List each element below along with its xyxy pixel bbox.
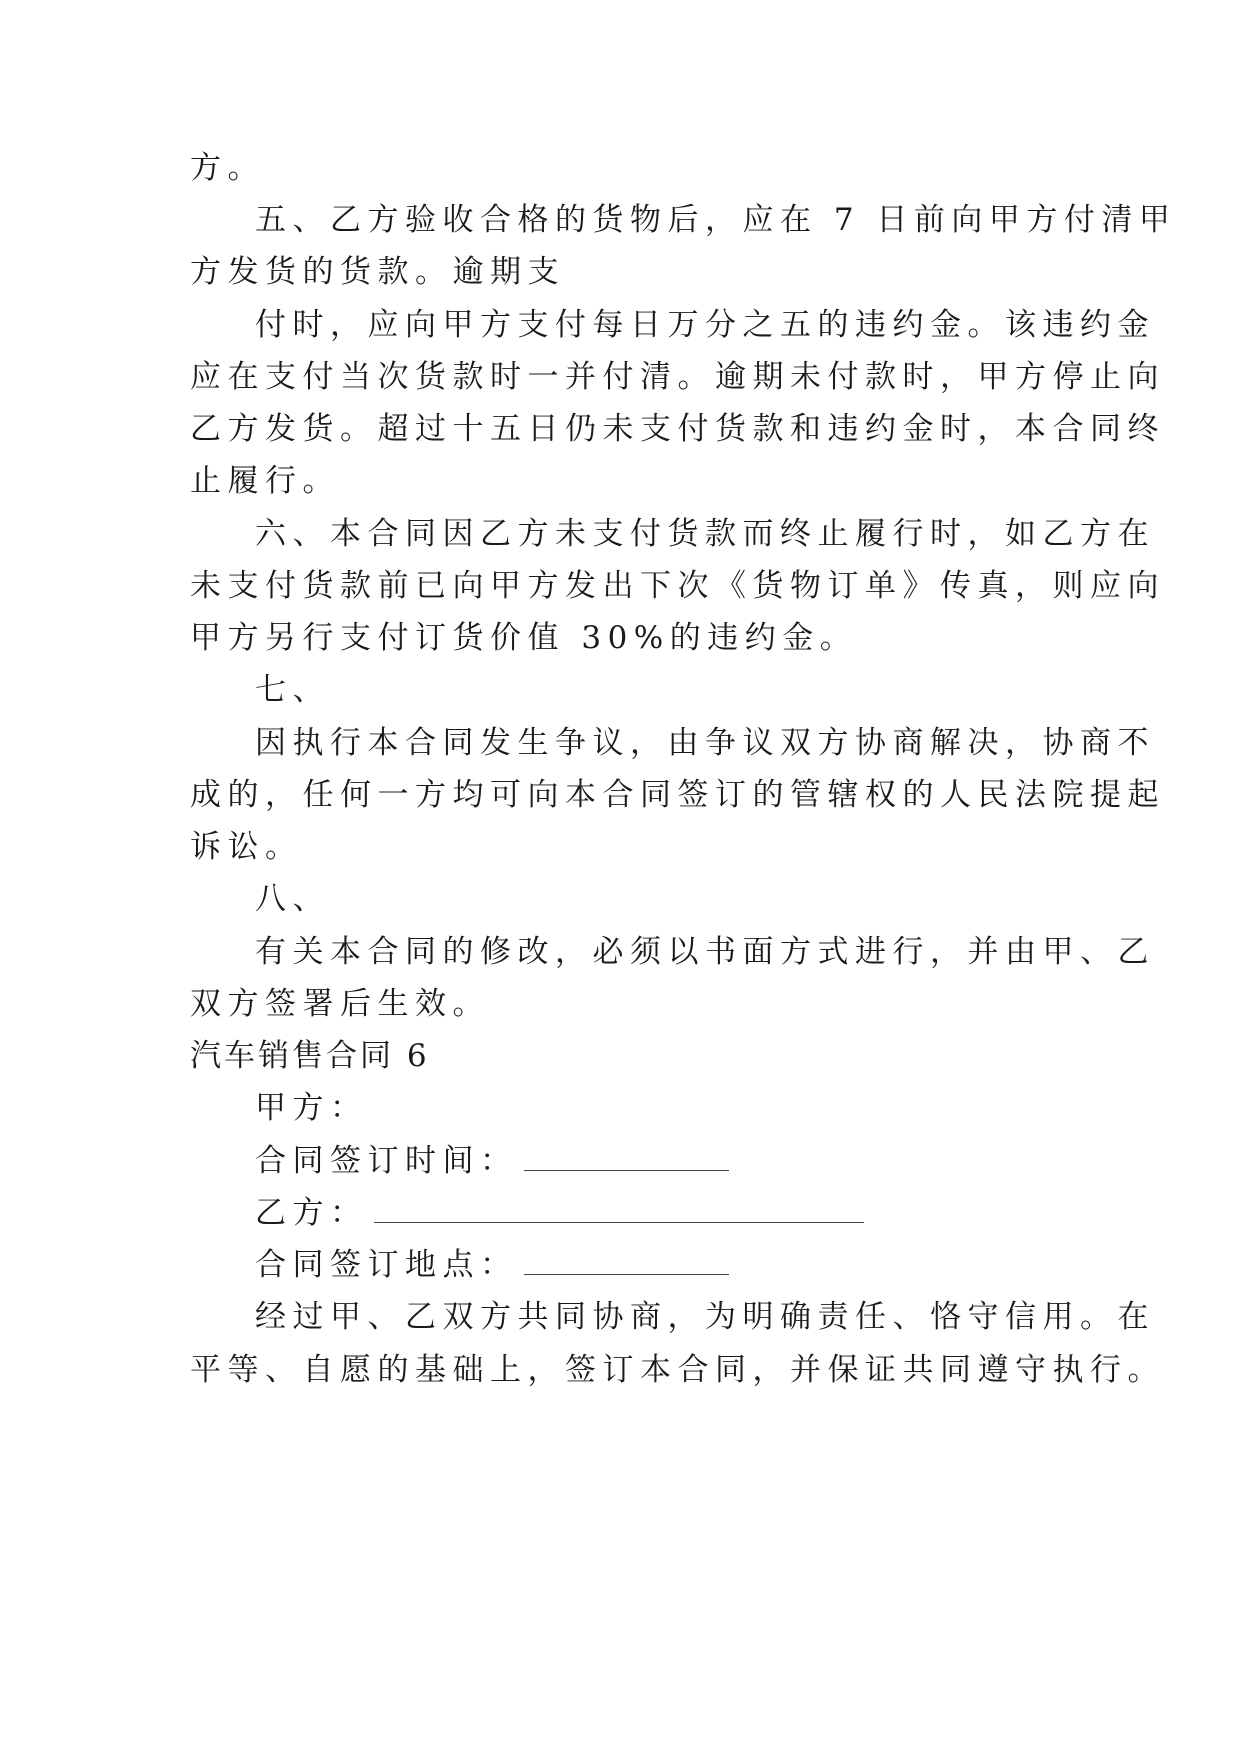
paragraph-line: 乙方发货。超过十五日仍未支付货款和违约金时，本合同终 <box>190 411 1165 447</box>
paragraph-line: 应在支付当次货款时一并付清。逾期未付款时，甲方停止向 <box>190 359 1165 395</box>
clause-8-line: 双方签署后生效。 <box>190 986 490 1022</box>
section-title: 汽车销售合同 6 <box>190 1038 430 1074</box>
clause-8-number: 八、 <box>255 881 330 917</box>
paragraph-line: 付时，应向甲方支付每日万分之五的违约金。该违约金 <box>255 307 1155 343</box>
clause-7-line: 因执行本合同发生争议，由争议双方协商解决，协商不 <box>255 725 1155 761</box>
clause-6-line: 六、本合同因乙方未支付货款而终止履行时，如乙方在 <box>255 516 1155 552</box>
signing-place-blank <box>524 1250 729 1275</box>
signing-place-label: 合同签订地点： <box>255 1247 518 1283</box>
signing-time-label: 合同签订时间： <box>255 1143 518 1179</box>
clause-6-line: 未支付货款前已向甲方发出下次《货物订单》传真，则应向 <box>190 568 1165 604</box>
preamble-line: 经过甲、乙双方共同协商，为明确责任、恪守信用。在 <box>255 1299 1155 1335</box>
clause-6-line: 甲方另行支付订货价值 30%的违约金。 <box>190 620 858 656</box>
clause-8-line: 有关本合同的修改，必须以书面方式进行，并由甲、乙 <box>255 934 1155 970</box>
preamble-line: 平等、自愿的基础上，签订本合同，并保证共同遵守执行。 <box>190 1352 1165 1388</box>
paragraph-line: 止履行。 <box>190 463 340 499</box>
clause-5-line: 方发货的货款。逾期支 <box>190 254 565 290</box>
paragraph-line: 方。 <box>190 150 265 186</box>
party-b-label: 乙方： <box>255 1195 368 1231</box>
signing-place-field <box>255 1245 1070 1285</box>
party-a-label: 甲方： <box>255 1090 368 1126</box>
clause-5-line: 五、乙方验收合格的货物后，应在 7 日前向甲方付清甲 <box>255 202 1177 238</box>
party-b-blank <box>374 1198 864 1223</box>
clause-7-line: 成的，任何一方均可向本合同签订的管辖权的人民法院提起 <box>190 777 1165 813</box>
party-b-field <box>255 1193 1070 1233</box>
clause-7-number: 七、 <box>255 672 330 708</box>
signing-time-blank <box>524 1146 729 1171</box>
clause-7-line: 诉讼。 <box>190 829 303 865</box>
signing-time-field <box>255 1141 1070 1181</box>
